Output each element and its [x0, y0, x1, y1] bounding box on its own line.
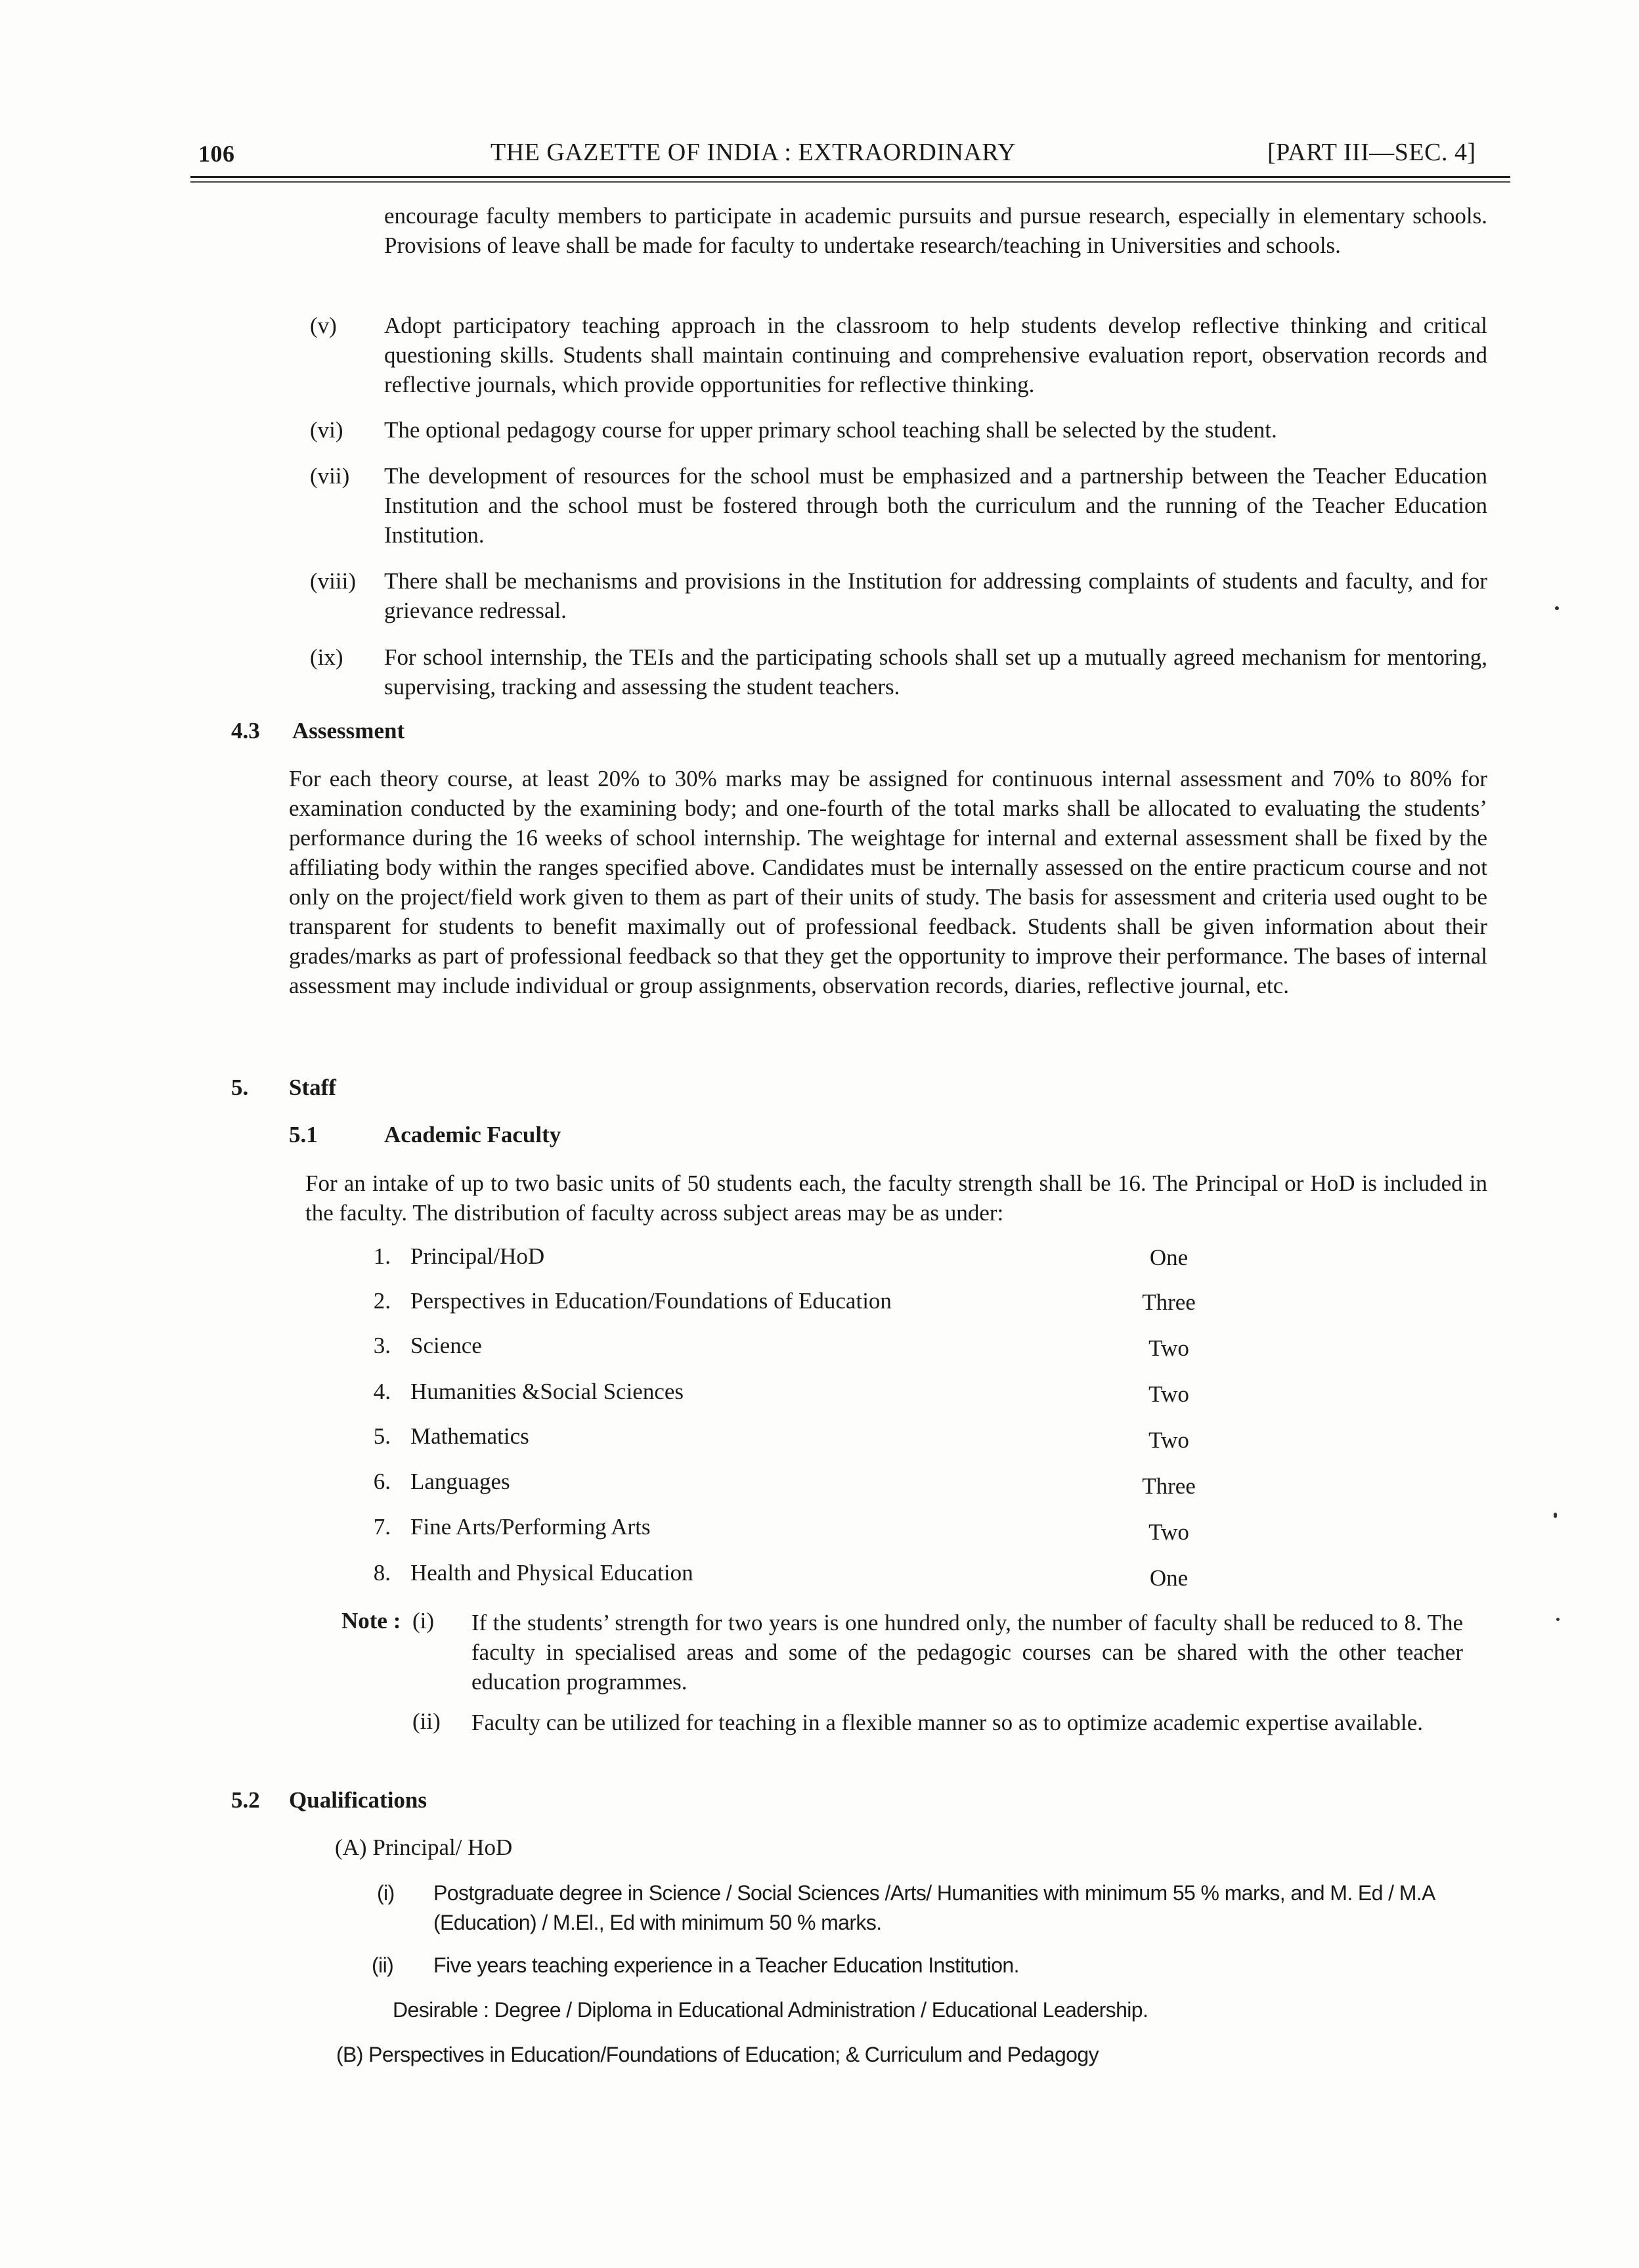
row-subject: Mathematics	[410, 1423, 529, 1449]
row-number: 1.	[373, 1243, 391, 1269]
row-subject: Principal/HoD	[410, 1243, 545, 1269]
item-text: For school internship, the TEIs and the participating schools shall set up a mutually agreed mechanism for mentoring, supervising, tracking and assessing the student teachers.	[384, 644, 1487, 700]
row-subject: Science	[410, 1333, 482, 1358]
faculty-paragraph: For an intake of up to two basic units of 50 students each, the faculty strength shall be 16. The Principal or HoD is included in the faculty. The distribution of faculty across subject areas may be as under:	[305, 1170, 1487, 1226]
row-subject: Languages	[410, 1469, 510, 1494]
row-number: 2.	[373, 1288, 391, 1314]
item-number: (vi)	[310, 417, 343, 443]
desirable-note: Desirable : Degree / Diploma in Educational Administration / Educational Leadership.	[393, 1998, 1148, 2022]
row-number: 3.	[373, 1333, 391, 1358]
note-item-number: (ii)	[412, 1708, 441, 1734]
note-item-text: If the students’ strength for two years is one hundred only, the number of faculty shall be reduced to 8. The faculty in specialised areas and some of the pedagogic courses can be shared with the other teacher education programmes.	[471, 1610, 1463, 1695]
qualification-b-heading: (B) Perspectives in Education/Foundations of Education; & Curriculum and Pedagogy	[336, 2043, 1099, 2066]
row-count: One	[1149, 1565, 1189, 1591]
assessment-paragraph: For each theory course, at least 20% to 30% marks may be assigned for continuous internal assessment and 70% to 80% for examination conducted by the examining body; and one-fourth of the total marks shall be allocated to evaluating the students’ performance during the 16 weeks of school internship. The weightage for internal and external assessment shall be fixed by the affiliating body within the ranges specified above. Candidates must be internally assessed on the entire practicum course and not only on the project/field work given to them as part of their units of study. The basis for assessment and criteria used ought to be transparent for students to benefit maximally out of professional feedback. Students shall be given information about their grades/marks as part of professional feedback so that they get the opportunity to improve their performance. The bases of internal assessment may include individual or group assignments, observation records, diaries, reflective journal, etc.	[289, 766, 1487, 998]
qualification-item-text: Five years teaching experience in a Teacher Education Institution.	[433, 1953, 1019, 1977]
subsection-number: 5.1	[289, 1122, 318, 1147]
item-text: There shall be mechanisms and provisions in the Institution for addressing complaints of students and faculty, and for grievance redressal.	[384, 568, 1487, 623]
note-label: Note :	[341, 1608, 401, 1634]
header-rule-secondary	[190, 181, 1510, 183]
row-count: Two	[1148, 1335, 1189, 1361]
qualification-item-text: Postgraduate degree in Science / Social Sciences /Arts/ Humanities with minimum 55 % marks, and M. Ed / M.A (Education) / M.El., Ed with minimum 50 % marks.	[433, 1881, 1435, 1934]
section-number: 4.3	[231, 718, 260, 744]
qualification-item-number: (i)	[377, 1881, 395, 1905]
qualification-item-number: (ii)	[372, 1953, 394, 1977]
row-number: 7.	[373, 1514, 391, 1540]
row-count: Three	[1142, 1289, 1196, 1315]
row-count: Two	[1148, 1381, 1189, 1407]
subsection-heading: Qualifications	[289, 1787, 427, 1813]
header-rule	[190, 176, 1510, 178]
qualification-a-heading: (A) Principal/ HoD	[335, 1834, 513, 1860]
page-number: 106	[198, 141, 235, 167]
item-number: (ix)	[310, 644, 343, 670]
row-number: 8.	[373, 1560, 391, 1586]
row-number: 5.	[373, 1423, 391, 1449]
item-number: (viii)	[310, 568, 356, 594]
row-count: Two	[1148, 1519, 1189, 1545]
row-number: 6.	[373, 1469, 391, 1494]
row-count: Three	[1142, 1473, 1196, 1499]
row-count: Two	[1148, 1427, 1189, 1453]
item-number: (vii)	[310, 463, 350, 489]
section-heading: Assessment	[292, 718, 405, 744]
part-section: [PART III—SEC. 4]	[1267, 139, 1476, 166]
section-number: 5.	[231, 1075, 249, 1100]
item-text: The development of resources for the school must be emphasized and a partnership between the Teacher Education Institution and the school must be fostered through both the curriculum and the running of the Teacher Education Institution.	[384, 463, 1487, 548]
note-item-text: Faculty can be utilized for teaching in a flexible manner so as to optimize academic expertise available.	[471, 1710, 1423, 1735]
gazette-title: THE GAZETTE OF INDIA : EXTRAORDINARY	[491, 139, 1016, 166]
continued-paragraph: encourage faculty members to participate in academic pursuits and pursue research, especially in elementary schools. Provisions of leave shall be made for faculty to undertake research/teaching in Universities and schools.	[384, 203, 1487, 258]
row-number: 4.	[373, 1379, 391, 1404]
item-number: (v)	[310, 313, 337, 338]
subsection-heading: Academic Faculty	[384, 1122, 561, 1147]
row-subject: Perspectives in Education/Foundations of Education	[410, 1288, 892, 1314]
scan-speck	[1554, 1513, 1557, 1518]
row-subject: Health and Physical Education	[410, 1560, 693, 1586]
scan-speck	[1555, 606, 1559, 610]
item-text: The optional pedagogy course for upper primary school teaching shall be selected by the student.	[384, 417, 1277, 443]
section-heading: Staff	[289, 1075, 336, 1100]
scan-speck	[1556, 1618, 1560, 1621]
row-count: One	[1149, 1245, 1189, 1270]
note-item-number: (i)	[412, 1608, 435, 1634]
subsection-number: 5.2	[231, 1787, 260, 1813]
row-subject: Humanities &Social Sciences	[410, 1379, 684, 1404]
item-text: Adopt participatory teaching approach in the classroom to help students develop reflective thinking and critical questioning skills. Students shall maintain continuing and comprehensive evaluation report, observation records and reflective journals, which provide opportunities for reflective thinking.	[384, 313, 1487, 397]
row-subject: Fine Arts/Performing Arts	[410, 1514, 651, 1540]
